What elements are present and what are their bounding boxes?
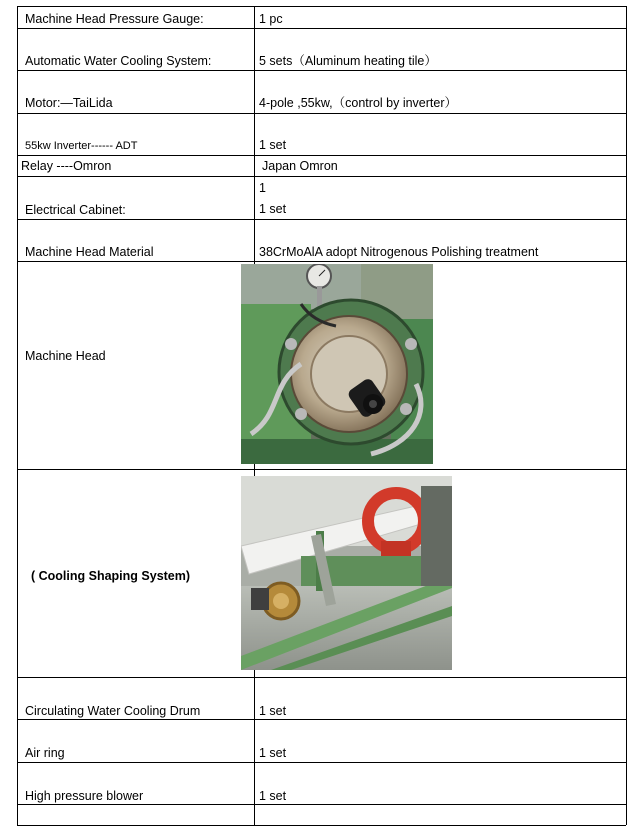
row-label: Motor:—TaiLida: [25, 96, 113, 110]
row-label: Machine Head Material: [25, 245, 154, 259]
row-line: [17, 219, 626, 220]
row-label: Electrical Cabinet:: [25, 203, 126, 217]
table-border-left: [17, 6, 18, 825]
row-line: [17, 261, 626, 262]
row-line: [17, 6, 626, 7]
row-line: [17, 113, 626, 114]
row-label: Air ring: [25, 746, 65, 760]
row-line: [17, 28, 626, 29]
row-label: Machine Head Pressure Gauge:: [25, 12, 204, 26]
row-value: 38CrMoAlA adopt Nitrogenous Polishing treatment: [259, 245, 539, 259]
row-value: Japan Omron: [262, 159, 338, 173]
row-label: Circulating Water Cooling Drum: [25, 704, 201, 718]
row-value: 1 set: [259, 789, 287, 803]
row-value: 1 pc: [259, 12, 283, 26]
row-value: 1 set: [259, 138, 287, 152]
row-value: 4-pole ,55kw,（control by inverter）: [259, 96, 458, 110]
row-line: [17, 70, 626, 71]
row-line: [17, 469, 626, 470]
row-value: 1 set: [259, 202, 287, 216]
row-value-top: 1: [259, 181, 266, 195]
row-line: [17, 825, 626, 826]
row-line: [17, 155, 626, 156]
row-label: 55kw Inverter------ ADT: [25, 140, 138, 152]
row-label: ( Cooling Shaping System): [31, 569, 191, 583]
row-label: Machine Head: [25, 349, 106, 363]
row-line: [17, 719, 626, 720]
row-value: 1 set: [259, 746, 287, 760]
table-border-right: [626, 6, 627, 825]
cooling-shaping-system-photo: [241, 476, 452, 670]
row-line: [17, 677, 626, 678]
row-value: 5 sets（Aluminum heating tile）: [259, 54, 437, 68]
row-line: [17, 762, 626, 763]
machine-head-photo: [241, 264, 433, 464]
row-line: [17, 804, 626, 805]
row-value: 1 set: [259, 704, 287, 718]
row-label: Automatic Water Cooling System:: [25, 54, 212, 68]
row-line: [17, 176, 626, 177]
row-label: Relay ----Omron: [21, 159, 112, 173]
row-label: High pressure blower: [25, 789, 144, 803]
